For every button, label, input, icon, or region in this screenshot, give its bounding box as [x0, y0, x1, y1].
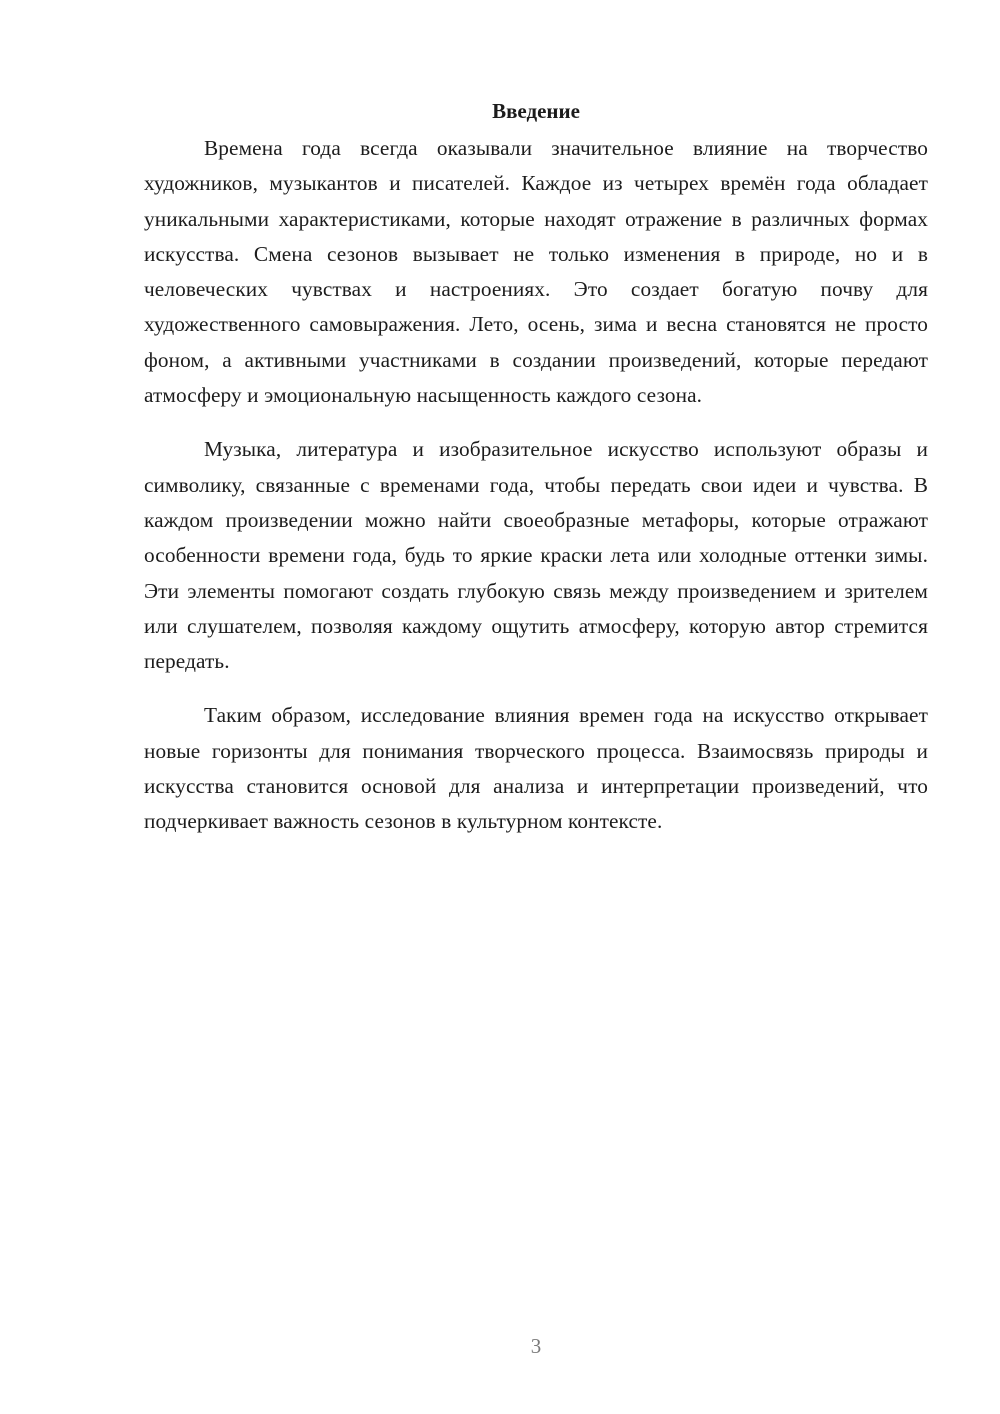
page-number: 3 — [530, 1334, 542, 1358]
page-content — [144, 96, 928, 859]
paragraph-2: Музыка, литература и изобразительное искусство используют образы и символику, связанные с временами года, чтобы передать свои идеи и чувства. В каждом произведении можно найти своеобразные метафоры, которые отражают особенности времени года, будь то яркие краски лета или холодные оттенки зимы. Эти элементы помогают создать глубокую связь между произведением и зрителем или слушателем, позволяя каждому ощутить атмосферу, которую автор стремится передать. — [144, 437, 928, 674]
paragraph-3: Таким образом, исследование влияния времен года на искусство открывает новые горизонты для понимания творческого процесса. Взаимосвязь природы и искусства становится основой для анализа и интерпретации произведений, что подчеркивает важность сезонов в культурном контексте. — [144, 703, 928, 834]
section-heading: Введение — [492, 99, 580, 123]
paragraph-1: Времена года всегда оказывали значительное влияние на творчество художников, музыкантов и писателей. Каждое из четырех времён года обладает уникальными характеристиками, которые находят отражение в различных формах искусства. Смена сезонов вызывает не только изменения в природе, но и в человеческих чувствах и настроениях. Это создает богатую почву для художественного самовыражения. Лето, осень, зима и весна становятся не просто фоном, а активными участниками в создании произведений, которые передают атмосферу и эмоциональную насыщенность каждого сезона. — [144, 136, 928, 408]
